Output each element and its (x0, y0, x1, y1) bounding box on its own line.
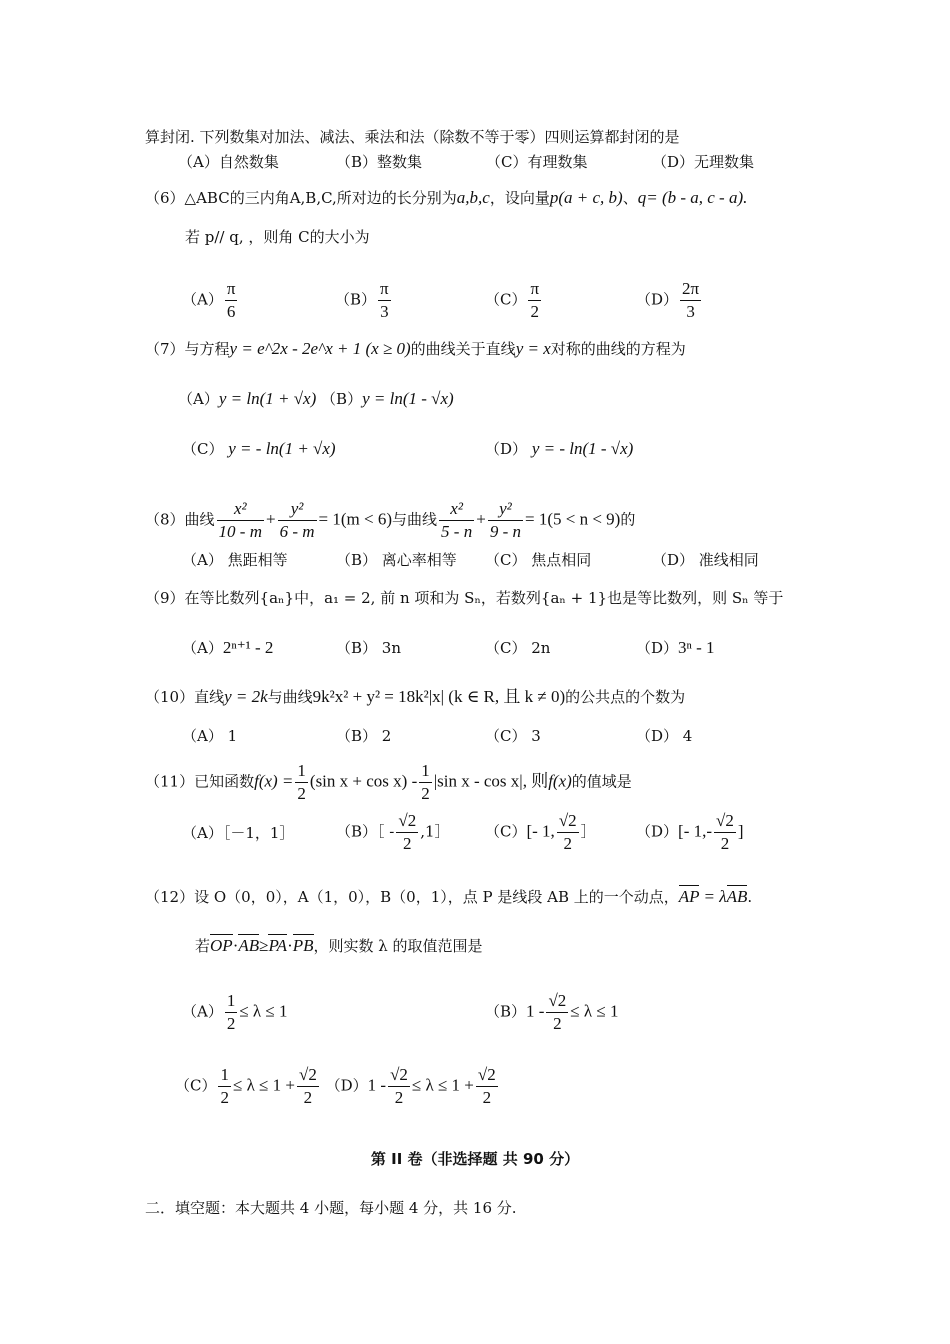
q12-c-den: 2 (220, 1088, 229, 1107)
q6-b-label: （B） (335, 290, 377, 309)
q12-a-den: 2 (226, 1014, 236, 1033)
q8-f1-num: x² (217, 498, 264, 521)
q12-vec-ab2: AB (238, 936, 260, 955)
q12-stem (145, 887, 752, 907)
q12-b-label: （B） (485, 1002, 527, 1021)
q12-dot2: · (287, 936, 293, 955)
q8-cond2: = 1(5 < n < 9) (524, 509, 621, 529)
q7-a-label: （A） (178, 390, 219, 408)
q8-f4 (488, 498, 523, 543)
q11-c-frac (557, 810, 579, 855)
q11-fx: f(x) = (254, 771, 294, 791)
q11-half1-den: 2 (297, 784, 306, 803)
intro-line: 算封闭. 下列数集对加法、减法、乘法和法（除数不等于零）四则运算都封闭的是 (145, 128, 680, 146)
q11-half2-num: 1 (419, 760, 432, 783)
q8-mid: 与曲线 (392, 510, 438, 529)
q11-stem-pre: （11）已知函数 (145, 772, 255, 791)
q6-a-den: 6 (226, 302, 236, 321)
q10-stem (145, 687, 685, 707)
q12-b-frac (546, 990, 568, 1035)
q12-dot-end: . (747, 888, 753, 906)
q12-dot1: · (232, 936, 239, 955)
q11-c-num: √2 (557, 810, 579, 833)
q6-stem (145, 188, 747, 208)
q12-line2-pre: 若 (195, 937, 211, 955)
q7-option-d (485, 439, 633, 459)
q6-vector-p: p(a + c, b) (549, 188, 623, 207)
q11-post: 的值域是 (571, 772, 632, 791)
q12-option-b (485, 990, 618, 1035)
q7-d-eq: y = - ln(1 - √x) (531, 439, 634, 458)
q12-vec-pb: PB (292, 936, 314, 955)
q7-c-eq: y = - ln(1 + √x) (228, 439, 336, 458)
q12-a-post: ≤ λ ≤ 1 (239, 1001, 288, 1021)
q12-d-den2: 2 (482, 1088, 492, 1107)
q8-stem: （8）曲线 $\frac{\text{x²}}{10 - m}$ + $\frac{\text{y²}}{6 - m}$ = 1(m < 6)与曲线 $\frac{\text{x²}}{5 - n}$ + $\frac{\text{y²}}{9 - n}$ = 1(5 < n < 9)的 (145, 499, 636, 541)
q6-d-label: （D） (636, 290, 679, 309)
q11-d-pre: [- 1,- (678, 821, 713, 841)
q6-c-label: （C） (485, 290, 527, 309)
q11-c-den: 2 (563, 834, 572, 853)
q8-f2 (278, 498, 317, 543)
q7-stem (145, 339, 686, 359)
q9-option-b: （B） 3n (336, 639, 401, 657)
q12-c-den2: 2 (303, 1088, 313, 1107)
q12-b-post: ≤ λ ≤ 1 (570, 1001, 619, 1021)
q8-f1-den: 10 - m (218, 522, 262, 541)
q6-vector-q: q= (b - a, c - a). (637, 188, 748, 207)
q12-eq: = λ (699, 887, 727, 906)
q6-a-num: π (225, 278, 238, 301)
q12-c-mid: ≤ λ ≤ 1 + (232, 1075, 295, 1095)
q11-b-frac (396, 810, 418, 855)
section-title: 第 II 卷（非选择题 共 90 分） (370, 1150, 580, 1168)
q5-option-a: （A）自然数集 (178, 153, 279, 171)
q12-ge: ≥ (259, 936, 269, 955)
q12-option-a (182, 990, 288, 1035)
q9-option-d (636, 638, 715, 658)
q9-option-a (182, 638, 273, 658)
q11-b-den: 2 (403, 834, 412, 853)
q12-b-num: √2 (546, 990, 568, 1013)
q6-option-d (636, 278, 703, 323)
q6-d-num: 2π (680, 278, 701, 301)
q8-option-a: （A） 焦距相等 (182, 551, 288, 569)
q7-stem-mid: 的曲线关于直线 (410, 340, 516, 358)
q6-a-label: （A） (182, 290, 223, 309)
q8-f4-den: 9 - n (489, 522, 521, 541)
q10-curve: 9k²x² + y² = 18k²|x| (k ∈ R, 且 k ≠ 0) (312, 687, 566, 706)
q6-d-fraction (680, 278, 701, 323)
q6-c-num: π (528, 278, 541, 301)
q6-sep: 、 (622, 189, 638, 207)
q11-d-label: （D） (636, 822, 679, 841)
q11-part1: (sin x + cos x) - (309, 771, 418, 791)
q7-stem-pre: （7）与方程 (145, 340, 230, 358)
q6-c-fraction (528, 278, 541, 323)
q10-option-d: （D） 4 (636, 727, 693, 745)
q7-option-c (182, 439, 336, 459)
q7-line: y = x (515, 339, 551, 358)
q9-d-label: （D） (636, 639, 679, 657)
q7-b-eq: y = ln(1 - √x) (362, 389, 454, 408)
q12-d-den: 2 (394, 1088, 404, 1107)
q7-c-label: （C） (182, 440, 224, 458)
q12-a-num: 1 (225, 990, 238, 1013)
q8-f3-den: 5 - n (441, 522, 473, 541)
q6-d-den: 3 (686, 302, 695, 321)
q12-a-frac (225, 990, 238, 1035)
q11-d-post: ] (737, 821, 744, 841)
q6-line2: 若 p// q, ，则角 C的大小为 (185, 228, 370, 246)
q12-vec-ap: AP (678, 887, 700, 906)
q12-c-label: （C） (175, 1076, 217, 1095)
q7-b-label: （B） (321, 390, 363, 408)
q11-half1-num: 1 (295, 760, 308, 783)
q5-option-b: （B）整数集 (336, 153, 423, 171)
q7-a-eq: y = ln(1 + √x) (218, 389, 317, 408)
q10-mid: 与曲线 (267, 688, 313, 706)
q8-f2-num: y² (278, 498, 317, 521)
q12-d-num2: √2 (476, 1064, 498, 1087)
q11-stem (145, 760, 632, 805)
q11-option-c (485, 810, 596, 855)
q10-option-c: （C） 3 (485, 727, 541, 745)
q11-c-label: （C） (485, 822, 527, 841)
q6-a-fraction (225, 278, 238, 323)
q12-d-pre: 1 - (367, 1075, 387, 1095)
q9-a-label: （A） (182, 639, 223, 657)
q11-option-a: （A）［－1，1］ (182, 824, 295, 842)
q8-f3-num: x² (439, 498, 474, 521)
q11-d-frac (714, 810, 736, 855)
q11-d-den: 2 (720, 834, 730, 853)
q8-option-b: （B） 离心率相等 (336, 551, 457, 569)
q11-half2 (419, 760, 432, 805)
q8-option-c: （C） 焦点相同 (485, 551, 592, 569)
q7-d-label: （D） (485, 440, 528, 458)
q6-b-den: 3 (380, 302, 389, 321)
q6-option-a (182, 278, 239, 323)
q8-f2-den: 6 - m (279, 522, 315, 541)
q12-vec-op: OP (210, 936, 233, 955)
q12-vec-pa: PA (268, 936, 288, 955)
q11-half1 (295, 760, 308, 805)
q10-stem-pre: （10）直线 (145, 688, 225, 706)
q11-c-pre: [- 1, (526, 821, 555, 841)
q6-stem-text: （6）△ABC的三内角A,B,C,所对边的长分别为 (145, 189, 457, 207)
q6-mid: ，设向量 (489, 189, 550, 207)
q11-c-post: ］ (580, 822, 596, 841)
q12-c-frac2 (297, 1064, 319, 1109)
q9-option-c: （C） 2n (485, 639, 551, 657)
q6-c-den: 2 (530, 302, 540, 321)
q10-option-a: （A） 1 (182, 727, 238, 745)
q10-line: y = 2k (224, 687, 268, 706)
q10-option-b: （B） 2 (336, 727, 392, 745)
q9-d-val: 3ⁿ - 1 (678, 638, 715, 657)
q12-vec-ab: AB (726, 887, 748, 906)
q12-line2 (195, 936, 483, 956)
q5-option-d: （D）无理数集 (652, 153, 755, 171)
q6-vars: a,b,c (456, 188, 490, 207)
q12-c-num2: √2 (297, 1064, 319, 1087)
q8-f3 (439, 498, 474, 543)
q12-d-num: √2 (388, 1064, 410, 1087)
q11-d-num: √2 (714, 810, 736, 833)
q7-stem-post: 对称的曲线的方程为 (550, 340, 686, 358)
q6-b-num: π (378, 278, 391, 301)
q12-a-label: （A） (182, 1002, 223, 1021)
q12-c-frac1 (218, 1064, 231, 1109)
q10-post: 的公共点的个数为 (565, 688, 686, 706)
q11-option-d (636, 810, 744, 855)
q9-a-val: 2ⁿ⁺¹ - 2 (222, 638, 274, 657)
q11-b-num: √2 (396, 810, 418, 833)
q11-option-b (336, 810, 450, 855)
q12-options-cd (175, 1064, 500, 1109)
q6-option-c (485, 278, 543, 323)
q9-stem: （9）在等比数列{aₙ}中，a₁ = 2, 前 n 项和为 Sₙ，若数列{aₙ + 1}也是等比数列，则 Sₙ 等于 (145, 589, 784, 607)
q12-b-den: 2 (553, 1014, 562, 1033)
q12-stem-text: （12）设 O（0，0），A（1，0），B（0，1），点 P 是线段 AB 上的一个动点， (145, 888, 679, 906)
q8-cond1: = 1(m < 6) (318, 509, 393, 529)
q11-b-post: ,1］ (420, 822, 450, 841)
q12-d-frac1 (388, 1064, 410, 1109)
section2-instruction: 二．填空题：本大题共 4 小题，每小题 4 分，共 16 分. (145, 1199, 517, 1217)
q11-fx2: f(x) (548, 771, 572, 791)
q8-f4-num: y² (488, 498, 523, 521)
q11-b-label: （B）［ - (336, 822, 395, 841)
q8-option-d: （D） 准线相同 (652, 551, 759, 569)
q12-d-label: （D） (325, 1076, 368, 1095)
q6-option-b (335, 278, 393, 323)
q8-post: 的 (620, 510, 636, 529)
q7-options-ab (178, 389, 454, 409)
q12-d-frac2 (476, 1064, 498, 1109)
q8-stem-pre: （8）曲线 (145, 510, 215, 529)
q5-option-c: （C）有理数集 (486, 153, 588, 171)
q12-c-num: 1 (218, 1064, 231, 1087)
q12-b-pre: 1 - (526, 1001, 545, 1021)
q6-b-fraction (378, 278, 391, 323)
q11-part2: |sin x - cos x|, 则 (433, 771, 549, 791)
q8-f1 (217, 498, 264, 543)
q7-equation: y = e^2x - 2e^x + 1 (x ≥ 0) (229, 339, 411, 358)
q11-half2-den: 2 (421, 784, 430, 803)
q12-line2-post: ，则实数 λ 的取值范围是 (313, 937, 483, 955)
q12-d-mid: ≤ λ ≤ 1 + (411, 1075, 474, 1095)
